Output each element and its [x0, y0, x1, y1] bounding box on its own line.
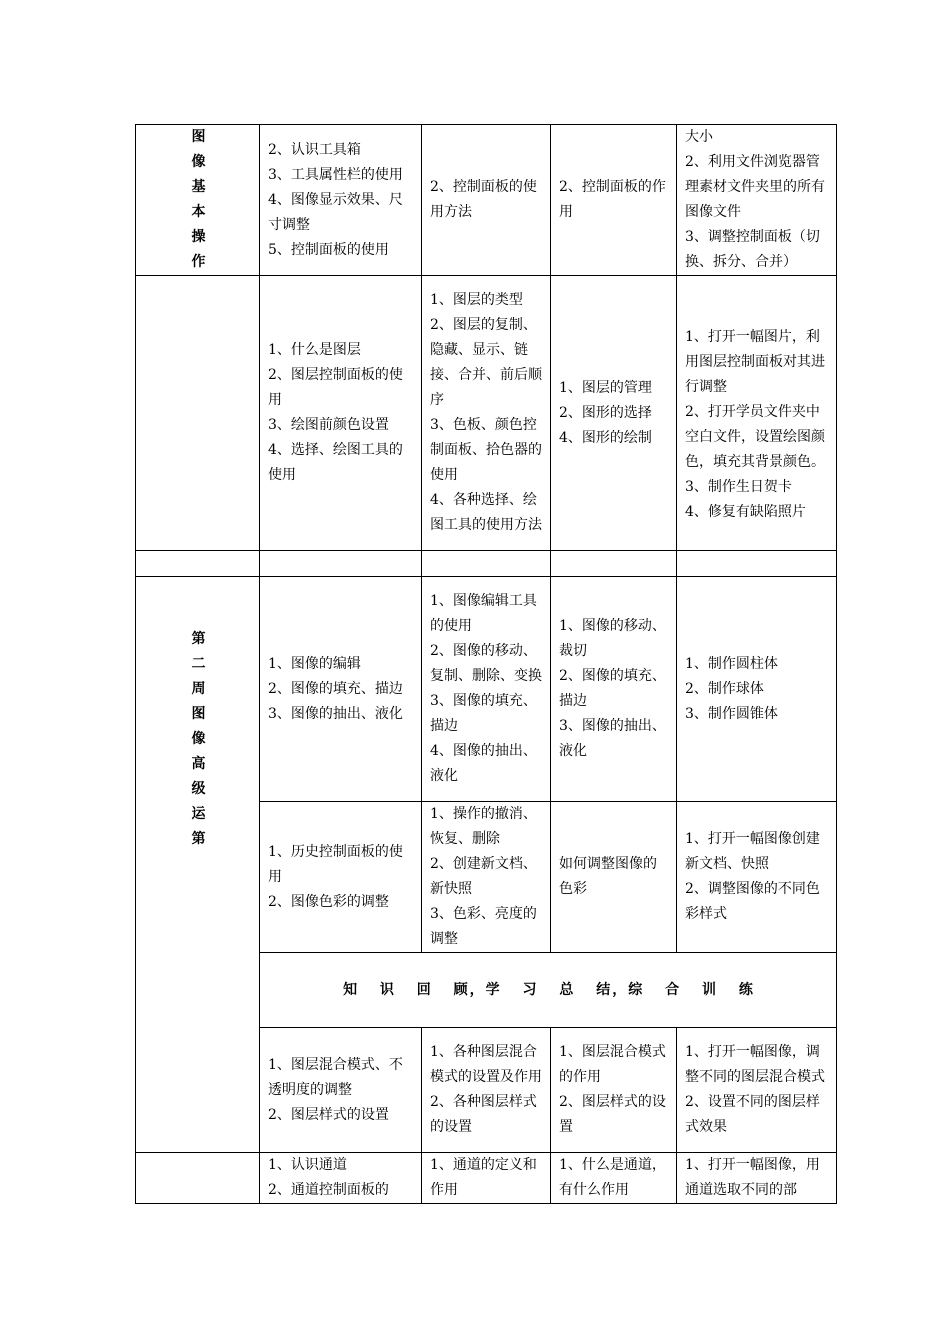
method-cell: 2、控制面板的使用方法 [430, 179, 537, 220]
practice-cell: 1、制作圆柱体 2、制作球体 3、制作圆锥体 [685, 655, 778, 722]
method-cell: 1、各种图层混合模式的设置及作用 2、各种图层样式的设置 [430, 1044, 542, 1135]
method-cell: 1、图层的类型 2、图层的复制、隐藏、显示、链接、合并、前后顺序 3、色板、颜色控制面板、拾色器的使用 4、各种选择、绘图工具的使用方法 [430, 292, 542, 533]
section-title [136, 276, 260, 551]
method-cell: 1、图像编辑工具的使用 2、图像的移动、复制、删除、变换 3、图像的填充、描边 4、图像的抽出、液化 [430, 593, 542, 784]
table-row [136, 276, 837, 551]
empty-cell [422, 551, 551, 577]
focus-cell: 1、图层混合模式的作用 2、图层样式的设置 [559, 1044, 666, 1135]
content-cell: 1、历史控制面板的使用 2、图像色彩的调整 [268, 843, 403, 910]
focus-cell: 如何调整图像的色彩 [559, 856, 657, 897]
practice-cell: 1、打开一幅图像创建新文档、快照 2、调整图像的不同色彩样式 [685, 831, 820, 922]
section-title: 图像基本操作 [136, 125, 260, 276]
content-cell: 2、认识工具箱 3、工具属性栏的使用 4、图像显示效果、尺寸调整 5、控制面板的使用 [268, 141, 403, 258]
table-row [136, 1153, 837, 1204]
section-title [136, 1153, 260, 1204]
method-cell: 1、操作的撤消、恢复、删除 2、创建新文档、新快照 3、色彩、亮度的调整 [430, 806, 537, 947]
method-cell: 1、通道的定义和作用 [430, 1157, 537, 1198]
practice-cell: 1、打开一幅图像，调整不同的图层混合模式 2、设置不同的图层样式效果 [685, 1044, 825, 1135]
practice-cell: 1、打开一幅图像，用通道选取不同的部 [685, 1157, 820, 1198]
empty-cell [136, 551, 260, 577]
practice-cell: 大小 2、利用文件浏览器管理素材文件夹里的所有图像文件 3、调整控制面板（切换、拆分、合并） [685, 129, 825, 270]
focus-cell: 1、图层的管理 2、图形的选择 4、图形的绘制 [559, 379, 652, 446]
section-title: 第二周 图像高级运第 [136, 577, 260, 1153]
content-cell: 1、什么是图层 2、图层控制面板的使用 3、绘图前颜色设置 4、选择、绘图工具的使用 [268, 342, 403, 483]
table-row [136, 551, 837, 577]
empty-cell [677, 551, 837, 577]
focus-cell: 1、什么是通道，有什么作用 [559, 1157, 666, 1198]
content-cell: 1、图层混合模式、不透明度的调整 2、图层样式的设置 [268, 1056, 403, 1123]
table-row [136, 577, 837, 802]
practice-cell: 1、打开一幅图片，利用图层控制面板对其进行调整 2、打开学员文件夹中空白文件，设置绘图颜色，填充其背景颜色。 3、制作生日贺卡 4、修复有缺陷照片 [685, 329, 825, 520]
content-cell: 1、图像的编辑 2、图像的填充、描边 3、图像的抽出、液化 [268, 655, 403, 722]
focus-cell: 2、控制面板的作用 [559, 179, 666, 220]
table-row [136, 125, 837, 276]
review-banner: 知 识 回 顾，学 习 总 结，综 合 训 练 [260, 953, 837, 1028]
focus-cell: 1、图像的移动、裁切 2、图像的填充、描边 3、图像的抽出、液化 [559, 618, 666, 759]
course-plan-table [135, 124, 837, 1204]
empty-cell [551, 551, 677, 577]
empty-cell [260, 551, 422, 577]
content-cell: 1、认识通道 2、通道控制面板的 [268, 1157, 389, 1198]
